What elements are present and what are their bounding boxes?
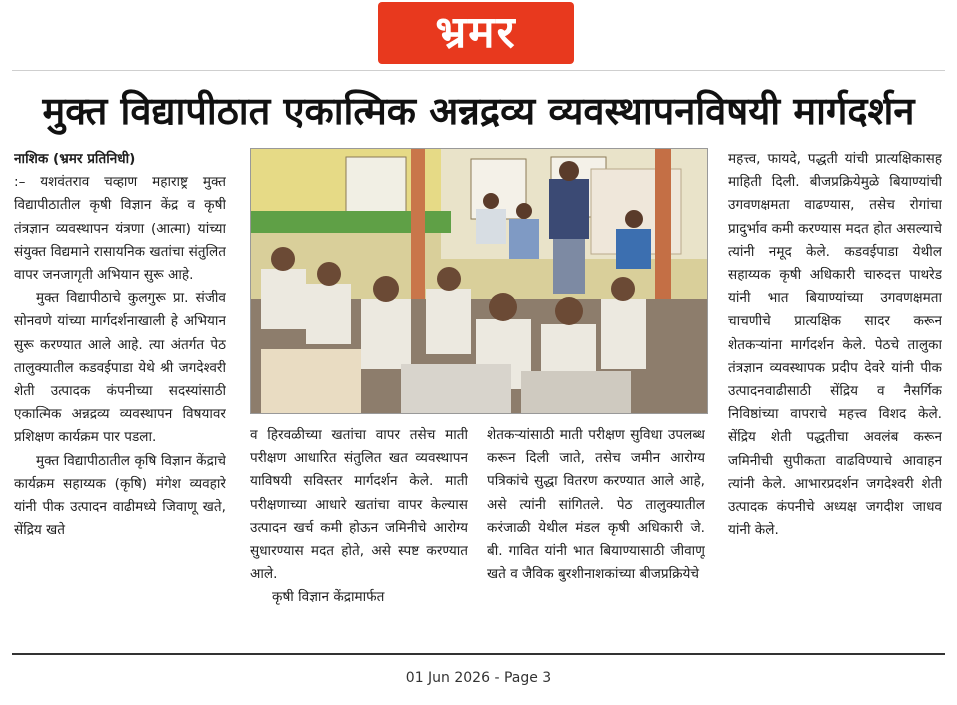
article-paragraph: शेतकऱ्यांसाठी माती परीक्षण सुविधा उपलब्ध करून दिली जाते, तसेच जमीन आरोग्य पत्रिकांचे सुद्धा वितरण करण्यात आले आहे, असे त्यांनी सांगितले. पेठ तालुक्यातील करंजाळी येथील मंडल कृषी अधिकारी जे. बी. गावित यांनी भात बियाण्यासाठी जीवाणू खते व जैविक बुरशीनाशकांच्या बीजप्रक्रियेचे <box>487 427 705 583</box>
article-paragraph: व हिरवळीच्या खतांचा वापर तसेच माती परीक्षण आधारित संतुलित खत व्यवस्थापन याविषयी सविस्तर मार्गदर्शन केले. माती परीक्षणाच्या आधारे खतांचा वापर केल्यास उत्पादन खर्च कमी होऊन जमिनीचे आरोग्य सुधारण्यास मदत होते, असे स्पष्ट करण्यात आले. <box>250 427 468 583</box>
dateline: नाशिक (भ्रमर प्रतिनिधी) <box>14 151 136 167</box>
page-bottom-rule <box>12 653 945 655</box>
article-column-3 <box>487 424 705 649</box>
article-paragraph: कृषी विज्ञान केंद्रामार्फत <box>272 589 385 606</box>
article-photo <box>250 148 708 414</box>
training-session-photo <box>251 149 707 413</box>
article-paragraph: महत्त्व, फायदे, पद्धती यांची प्रात्यक्षिकासह माहिती दिली. बीजप्रक्रियेमुळे बियाण्यांची उगवणक्षमता वाढण्यास, तसेच रोगांचा प्रादुर्भाव कमी करण्यास मदत होत असल्याचे त्यांनी नमूद केले. कडवईपाडा येथील सहाय्यक कृषी अधिकारी चारुदत्त पाथरेड यांनी भात बियाण्यांच्या उगवणक्षमता चाचणीचे प्रात्यक्षिक सादर करून शेतकऱ्यांना मार्गदर्शन केले. पेठचे तालुका तंत्रज्ञान व्यवस्थापक प्रदीप देवरे यांनी पीक उत्पादनवाढीसाठी सेंद्रिय व नैसर्गिक निविष्ठांच्या वापराचे महत्त्व विशद केले. सेंद्रिय शेती पद्धतीचा अवलंब करून जमिनीची सुपीकता वाढविण्याचे आवाहन त्यांनी केले. आभारप्रदर्शन जगदेश्वरी शेती उत्पादक कंपनीचे अध्यक्ष जगदीश जाधव यांनी केले. <box>728 151 942 539</box>
article-column-1 <box>14 148 226 648</box>
article-column-2 <box>250 424 468 649</box>
article-headline: मुक्त विद्यापीठात एकात्मिक अन्नद्रव्य व्यवस्थापनविषयी मार्गदर्शन <box>42 89 915 133</box>
article-paragraph: :– यशवंतराव चव्हाण महाराष्ट्र मुक्त विद्यापीठातील कृषी विज्ञान केंद्र व कृषी तंत्रज्ञान व्यवस्थापन यंत्रणा (आत्मा) यांच्या संयुक्त विद्यमाने रासायनिक खतांचा संतुलित वापर जनजागृती अभियान सुरू आहे. <box>14 174 226 284</box>
article-paragraph: मुक्त विद्यापीठाचे कुलगुरू प्रा. संजीव सोनवणे यांच्या मार्गदर्शनाखाली हे अभियान सुरू करण्यात आले आहे. त्या अंतर्गत पेठ तालुक्यातील कडवईपाडा येथे श्री जगदेश्वरी शेती उत्पादक कंपनीच्या सदस्यांसाठी एकात्मिक अन्नद्रव्य व्यवस्थापन विषयावर प्रशिक्षण कार्यक्रम पार पडला. <box>14 290 226 446</box>
masthead-divider <box>12 70 945 71</box>
article-column-4 <box>728 148 942 648</box>
masthead <box>0 0 957 70</box>
article-paragraph: मुक्त विद्यापीठातील कृषि विज्ञान केंद्राचे कार्यक्रम सहाय्यक (कृषि) मंगेश व्यवहारे यांनी पीक उत्पादन वाढीमध्ये जिवाणू खते, सेंद्रिय खते <box>14 452 226 539</box>
page-footer: 01 Jun 2026 - Page 3 <box>405 670 552 686</box>
newspaper-logo: भ्रमर <box>378 2 574 64</box>
